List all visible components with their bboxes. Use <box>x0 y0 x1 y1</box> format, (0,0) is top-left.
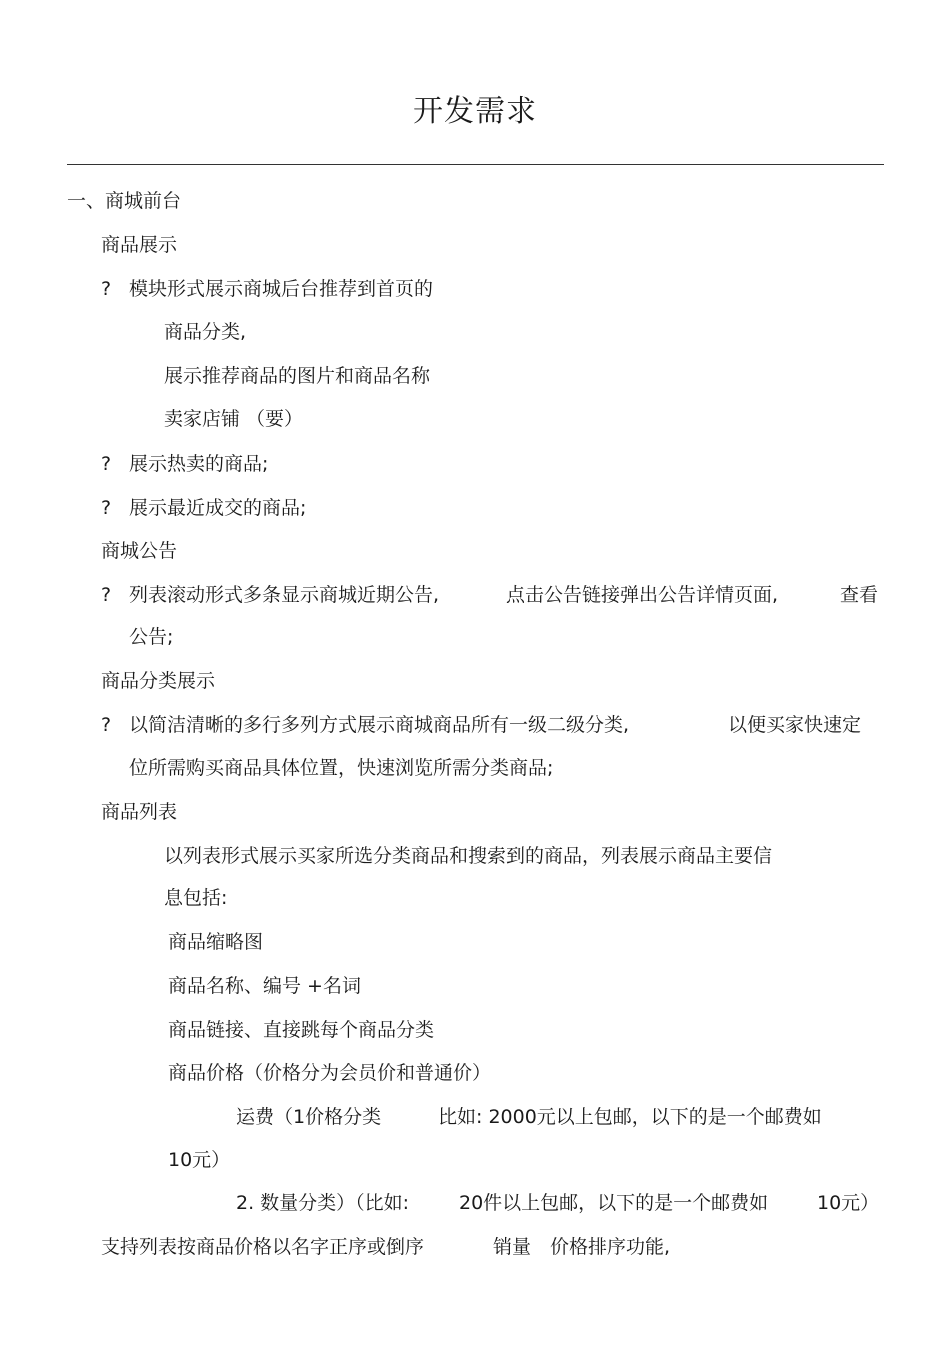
list-item-text: 模块形式展示商城后台推荐到首页的 <box>129 278 434 300</box>
paragraph-text: 运费（1价格分类 <box>236 1106 382 1128</box>
paragraph-text: 价格排序功能, <box>550 1236 671 1258</box>
list-subitem: 展示推荐商品的图片和商品名称 <box>164 365 431 387</box>
list-item-text: 展示热卖的商品; <box>129 453 269 475</box>
bullet-marker: ? <box>101 453 112 475</box>
section-heading: 一、商城前台 <box>67 190 182 212</box>
list-item <box>101 711 129 739</box>
paragraph-text: 10元） <box>817 1192 880 1214</box>
bullet-marker: ? <box>101 278 112 300</box>
document-title: 开发需求 <box>413 94 537 129</box>
list-subitem: 商品分类, <box>164 321 247 343</box>
list-item-text: 位所需购买商品具体位置，快速浏览所需分类商品; <box>129 757 554 779</box>
list-item <box>101 275 433 303</box>
paragraph-text: 息包括: <box>164 887 228 909</box>
list-item-text: 以简洁清晰的多行多列方式展示商城商品所有一级二级分类, <box>129 714 630 736</box>
paragraph-text: 以列表形式展示买家所选分类商品和搜索到的商品，列表展示商品主要信 <box>164 845 773 867</box>
list-item <box>101 581 129 609</box>
paragraph-text: 2. 数量分类）（比如: <box>236 1192 410 1214</box>
bullet-marker: ? <box>101 497 112 519</box>
subsection-heading: 商品列表 <box>101 801 178 823</box>
paragraph-text: 10元） <box>168 1149 231 1171</box>
subsection-heading: 商城公告 <box>101 540 178 562</box>
paragraph-text: 支持列表按商品价格以名字正序或倒序 <box>101 1236 425 1258</box>
list-subitem: 卖家店铺 （要） <box>164 408 304 430</box>
list-item <box>101 494 306 522</box>
bullet-marker: ? <box>101 714 112 736</box>
list-subitem: 商品链接、直接跳每个商品分类 <box>168 1019 435 1041</box>
subsection-heading: 商品展示 <box>101 234 178 256</box>
list-item-text: 查看 <box>840 584 879 606</box>
list-item-text: 列表滚动形式多条显示商城近期公告, <box>129 584 440 606</box>
paragraph-text: 销量 <box>493 1236 532 1258</box>
list-item <box>101 450 268 478</box>
subsection-heading: 商品分类展示 <box>101 670 216 692</box>
list-item-text: 以便买家快速定 <box>728 714 862 736</box>
list-item-text: 展示最近成交的商品; <box>129 497 307 519</box>
list-item-text: 点击公告链接弹出公告详情页面, <box>506 584 779 606</box>
list-item-text: 公告; <box>129 626 174 648</box>
title-divider <box>67 164 884 165</box>
list-subitem: 商品缩略图 <box>168 931 264 953</box>
paragraph-text: 20件以上包邮，以下的是一个邮费如 <box>459 1192 769 1214</box>
paragraph-text: 比如: 2000元以上包邮，以下的是一个邮费如 <box>438 1106 822 1128</box>
list-subitem: 商品价格（价格分为会员价和普通价） <box>168 1062 492 1084</box>
bullet-marker: ? <box>101 584 112 606</box>
list-subitem: 商品名称、编号 +名词 <box>168 975 361 997</box>
